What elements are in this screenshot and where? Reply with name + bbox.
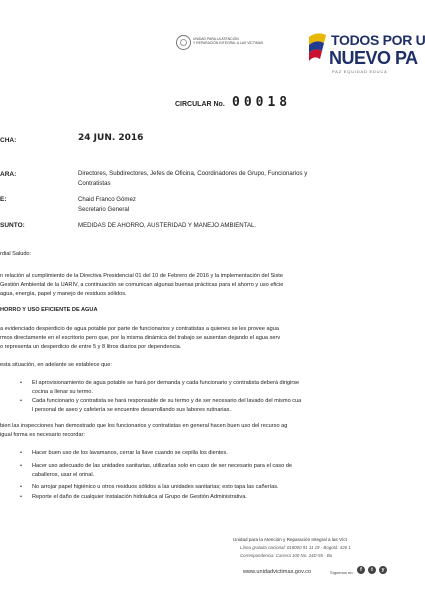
colombia-flag-logo-icon	[306, 31, 328, 61]
para2: esta situación, en adelante se establece que:	[0, 362, 112, 368]
bullet3: Hacer buen uso de los lavamanos, cerrar la llave cuando se cepilla los dientes.	[32, 450, 228, 456]
para-label: ARA:	[0, 171, 17, 178]
de-name: Chaid Franco Gómez	[78, 196, 136, 203]
intro-line1: n relación al cumplimiento de la Directiva Presidencial 01 del 10 de Febrero de 2016 y la implementación del Siste	[0, 273, 283, 279]
para3-line1: bien las inspecciones han demostrado que los funcionarios y contratistas en general hacen buen uso del recurso ag	[0, 423, 288, 429]
facebook-icon[interactable]: f	[357, 566, 365, 574]
para3-line2: igual forma es necesario recordar:	[0, 432, 85, 438]
bullet2-line1: Cada funcionario y contratista se hará responsable de su termo y de ser necesario del lavado del mismo cua	[32, 398, 302, 404]
twitter-icon[interactable]: t	[368, 566, 376, 574]
slogan-line3: PAZ EQUIDAD EDUCA	[332, 69, 388, 74]
unit-name	[193, 37, 263, 46]
para-value-line2: Contratistas	[78, 180, 111, 187]
website-link[interactable]: www.unidadvictimas.gov.co	[243, 569, 311, 575]
bullet4-line2: caballeros, usar el orinal.	[32, 472, 95, 478]
youtube-icon[interactable]: y	[379, 566, 387, 574]
footer-phone: Línea gratuita nacional: 018000 91 11 19 · Bogotá: 426 1	[240, 545, 351, 550]
fecha-label: CHA:	[0, 137, 17, 144]
de-position: Secretario General	[78, 206, 130, 213]
bullet1-line1: El aprovisionamiento de agua potable se hará por demanda y cada funcionario y contratista deberá dirigirse	[32, 380, 300, 386]
greeting: rdial Saludo:	[0, 251, 32, 257]
bullet4-line1: Hacer uso adecuado de las unidades sanitarias, utilizarlas solo en caso de ser necesario para el caso de	[32, 463, 292, 469]
footer-title: Unidad para la Atención y Reparación Integral a las Víct	[233, 537, 347, 542]
bullet-icon: •	[20, 450, 22, 456]
social-label: Síguenos en:	[330, 570, 354, 575]
fecha-value: 24 JUN. 2016	[78, 133, 144, 143]
para1-line3: o representa un desperdicio de entre 5 y 8 litros diarios por dependencia.	[0, 344, 182, 350]
circular-number: 00018	[232, 95, 292, 110]
slogan-line1: TODOS POR U	[331, 32, 425, 48]
bullet6: Reporte el daño de cualquier instalación hidráulica al Grupo de Gestión Administrativa.	[32, 494, 247, 500]
circular-label: CIRCULAR No.	[175, 101, 225, 108]
bullet-icon: •	[20, 484, 22, 490]
slogan-line2: NUEVO PA	[329, 48, 418, 68]
intro-line2: Gestión Ambiental de la UARIV, a continuación se comunican algunas buenas prácticas para el ahorro y uso eficie	[0, 282, 284, 288]
bullet-icon: •	[20, 398, 22, 404]
asunto-label: SUNTO:	[0, 222, 25, 229]
bullet-icon: •	[20, 380, 22, 386]
bullet2-line2: l personal de aseo y cafetería se encuentre desarrollando sus labores rutinarias.	[32, 407, 232, 413]
de-label: E:	[0, 196, 7, 203]
para1-line2: rmos directamente en el escritorio pero que, por la misma dinámica del trabajo se ausentan dejando el agua serv	[0, 335, 281, 341]
intro-line3: agua, energía, papel y manejo de residuos sólidos.	[0, 291, 127, 297]
government-seal-icon	[176, 35, 191, 50]
bullet5: No arrojar papel higiénico u otros residuos sólidos a las unidades sanitarias; esto tapa las cañerías.	[32, 484, 279, 490]
footer-address: Correspondencia: Carrera 100 No. 24D-55 · Bo	[240, 553, 333, 558]
bullet-icon: •	[20, 463, 22, 469]
para-value-line1: Directores, Subdirectores, Jefes de Oficina, Coordinadores de Grupo, Funcionarios y	[78, 170, 308, 177]
unit-name-line1: UNIDAD PARA LA ATENCIÓN	[193, 37, 239, 41]
unit-name-line2: Y REPARACIÓN INTEGRAL A LAS VÍCTIMAS	[193, 41, 264, 46]
bullet-icon: •	[20, 494, 22, 500]
bullet1-line2: cocina a llenar su termo.	[32, 389, 93, 395]
para1-line1: a evidenciado desperdicio de agua potable por parte de funcionarios y contratistas a quienes se les provee agua	[0, 326, 279, 332]
asunto-value: MEDIDAS DE AHORRO, AUSTERIDAD Y MANEJO AMBIENTAL.	[78, 222, 257, 229]
section-title: HORRO Y USO EFICIENTE DE AGUA	[0, 307, 98, 313]
